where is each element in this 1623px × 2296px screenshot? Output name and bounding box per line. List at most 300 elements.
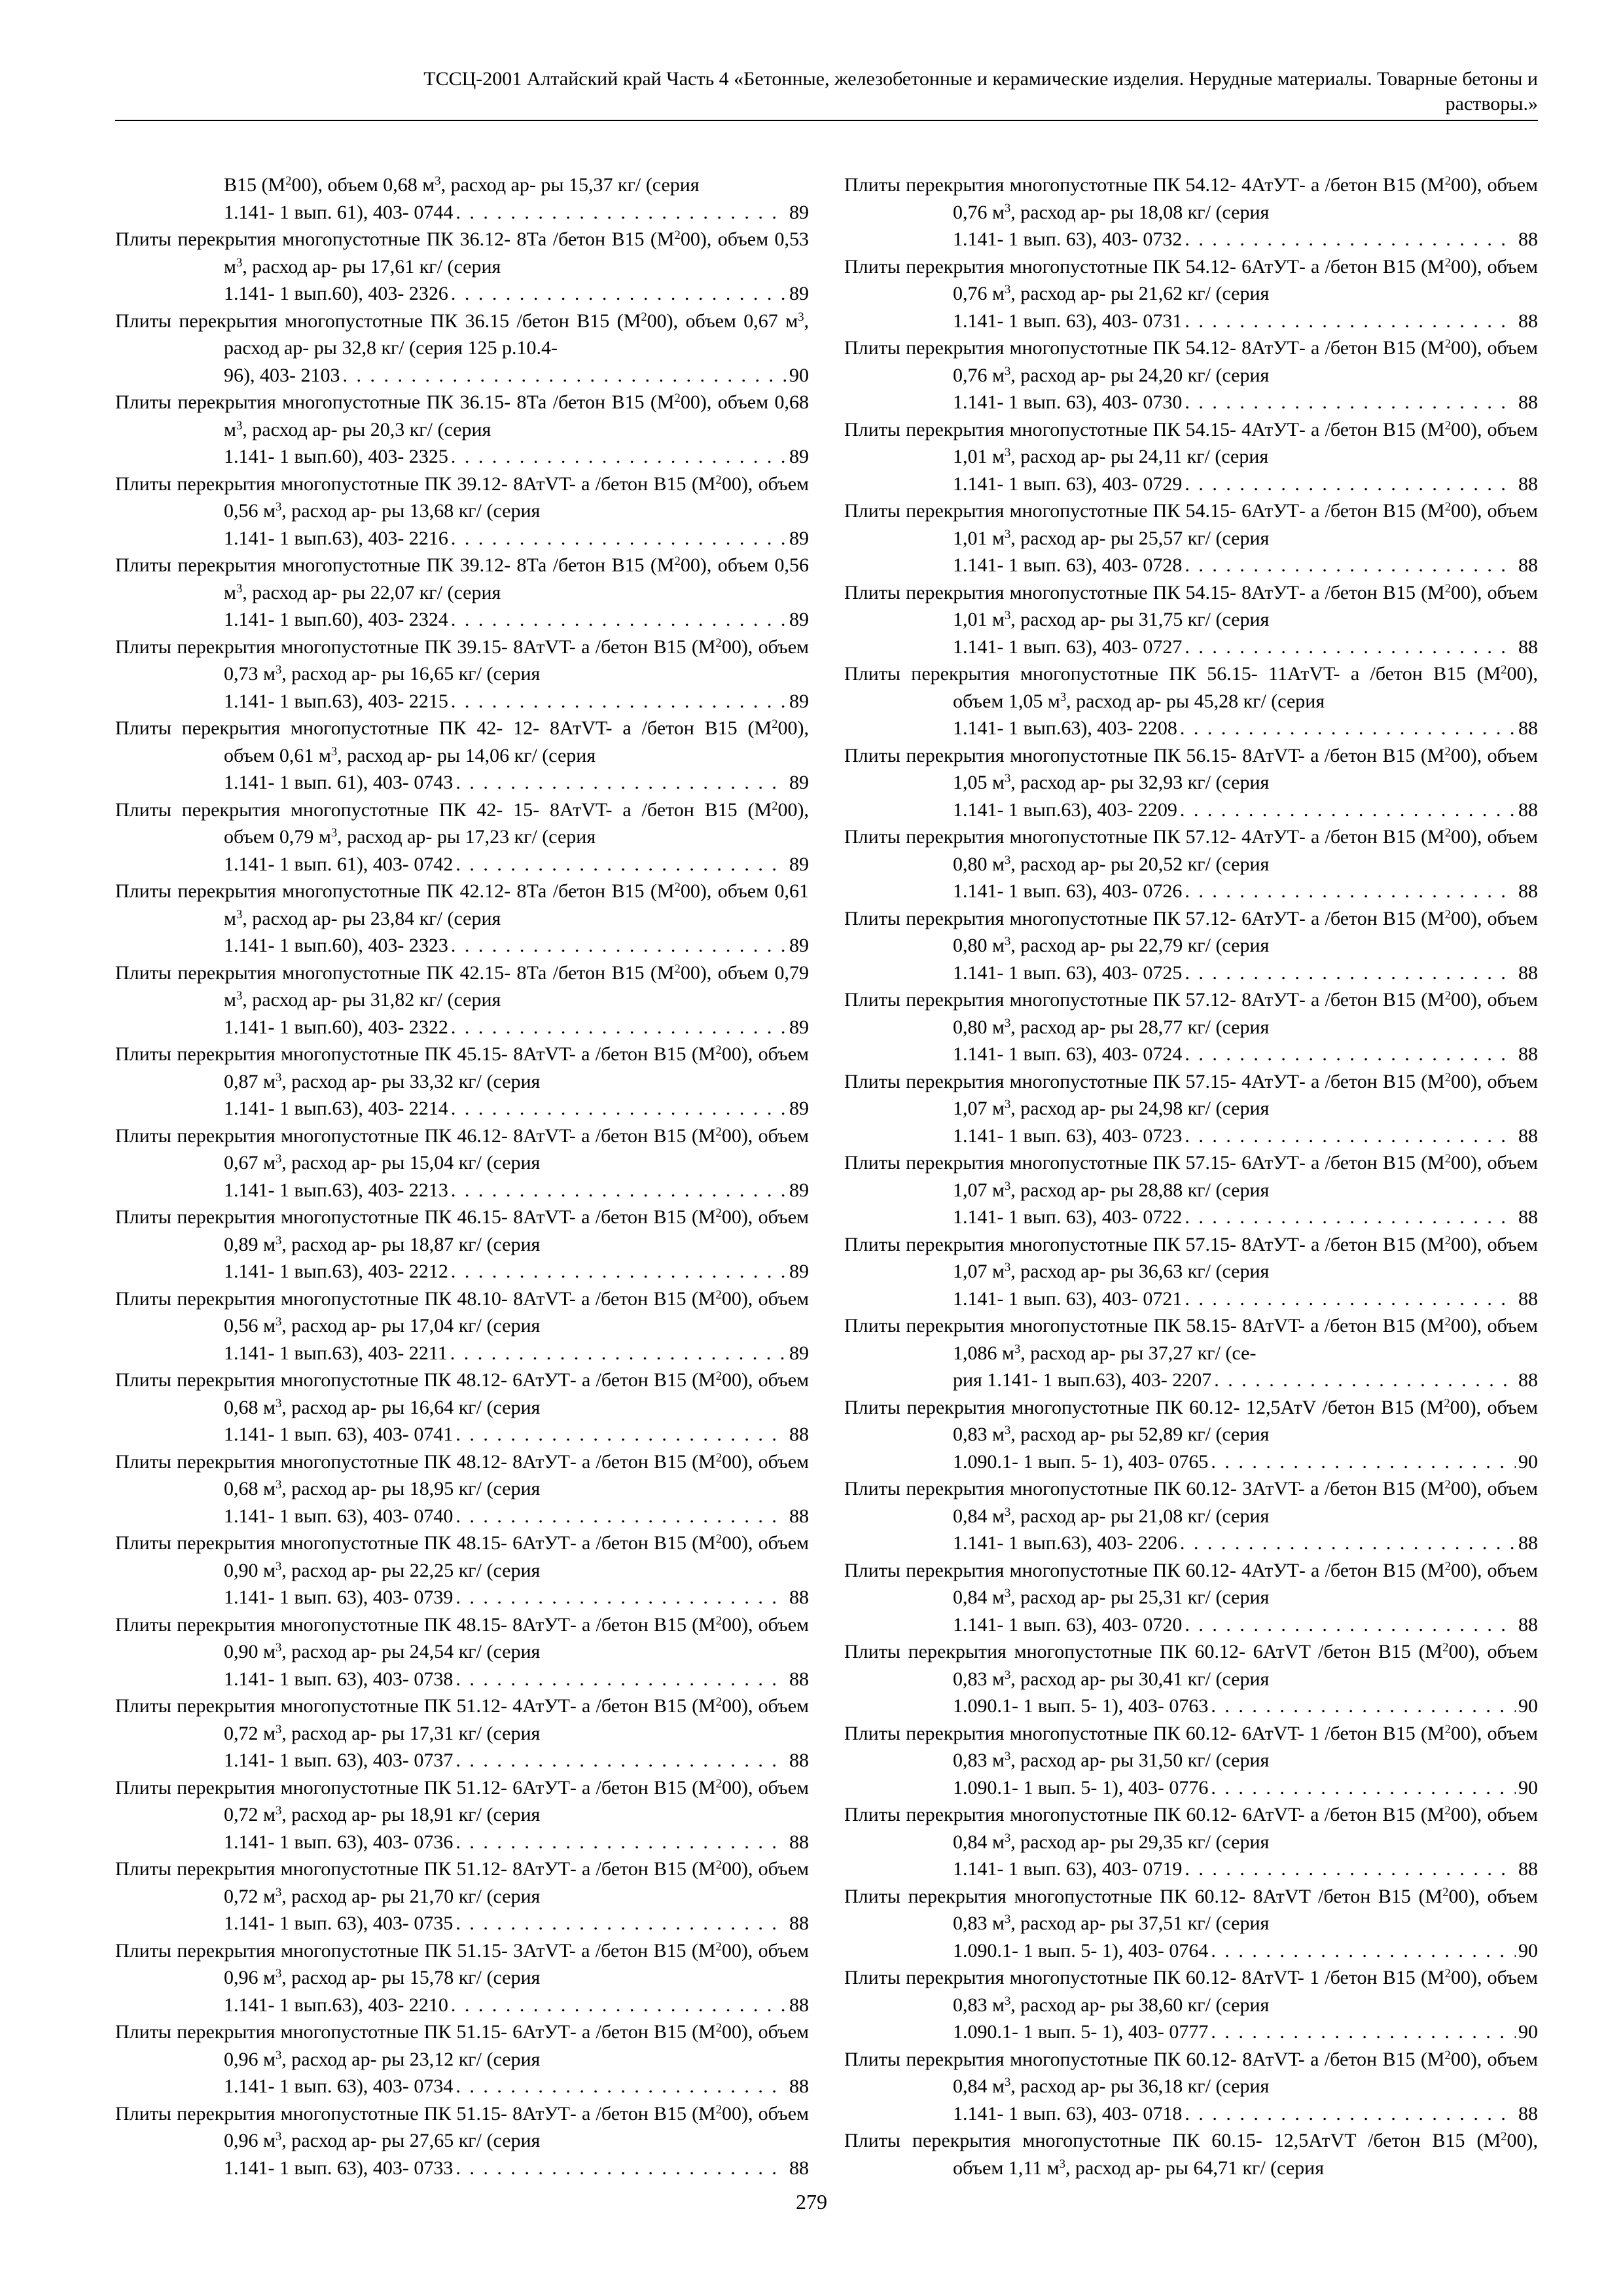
header-divider — [115, 120, 1538, 121]
entry-text: Плиты перекрытия многопустотные ПК 54.15- 4АтУТ- а /бетон В15 $(М^200)$, объем 1,01 $м^3$, расход ар- ры 24,11 кг/ (серия — [844, 418, 1538, 467]
entry-reference: 1.141- 1 вып. 63), 403- 0725 — [953, 961, 1183, 984]
index-entry — [844, 1475, 1538, 1557]
dot-leader — [1185, 960, 1516, 987]
entry-reference: 1.141- 1 вып. 63), 403- 0720 — [953, 1613, 1183, 1636]
entry-text: Плиты перекрытия многопустотные ПК 54.12- 4АтУТ- а /бетон В15 $(М^200)$, объем 0,76 $м^3$, расход ар- ры 18,08 кг/ (серия — [844, 173, 1538, 223]
entry-text: Плиты перекрытия многопустотные ПК 57.15- 4АтУТ- а /бетон В15 $(М^200)$, объем 1,07 $м^3$, расход ар- ры 24,98 кг/ (серия — [844, 1070, 1538, 1119]
entry-last-line — [953, 226, 1538, 253]
entry-text: Плиты перекрытия многопустотные ПК 46.15- 8АтVT- а /бетон В15 $(М^200)$, объем 0,89 $м^3$, расход ар- ры 18,87 кг/ (серия — [115, 1206, 809, 1255]
index-entry — [844, 1720, 1538, 1802]
entry-last-line — [953, 1041, 1538, 1068]
index-entry — [115, 1041, 809, 1122]
entry-last-line — [953, 797, 1538, 824]
index-entry — [844, 1394, 1538, 1476]
entry-last-line — [953, 1611, 1538, 1639]
dot-leader — [1185, 878, 1516, 905]
dot-leader — [455, 2073, 787, 2100]
entry-last-line — [224, 769, 809, 797]
dot-leader — [1185, 1122, 1516, 1150]
entry-last-line — [953, 471, 1538, 498]
index-entry — [844, 742, 1538, 824]
entry-last-line — [224, 199, 809, 226]
entry-text: Плиты перекрытия многопустотные ПК 60.12- 3АтVT- а /бетон В15 $(М^200)$, объем 0,84 $м^3$, расход ар- ры 21,08 кг/ (серия — [844, 1477, 1538, 1527]
index-entry — [844, 1068, 1538, 1150]
entry-last-line — [224, 932, 809, 960]
entry-last-line — [953, 960, 1538, 987]
dot-leader — [451, 1014, 787, 1041]
entry-reference: 1.141- 1 вып. 63), 403- 0722 — [953, 1206, 1183, 1228]
entry-last-line — [953, 634, 1538, 661]
entry-reference: 1.141- 1 вып.63), 403- 2213 — [224, 1179, 448, 1201]
dot-leader — [455, 1584, 787, 1611]
entry-text: Плиты перекрытия многопустотные ПК 60.15- 12,5АтVT /бетон В15 $(М^200)$, объем 1,11 $м^3$, расход ар- ры 64,71 кг/ (серия — [844, 2129, 1538, 2179]
index-entry — [115, 552, 809, 634]
dot-leader — [451, 1095, 787, 1122]
entry-text: Плиты перекрытия многопустотные ПК 57.12- 6АтУТ- а /бетон В15 $(М^200)$, объем 0,80 $м^3$, расход ар- ры 22,79 кг/ (серия — [844, 907, 1538, 956]
entry-reference: 1.141- 1 вып. 61), 403- 0743 — [224, 772, 454, 793]
entry-page-number: 88 — [789, 1831, 809, 1853]
index-entry — [115, 389, 809, 471]
entry-last-line — [224, 2073, 809, 2100]
entry-page-number: 89 — [789, 609, 809, 630]
entry-text: Плиты перекрытия многопустотные ПК 42.15- 8Та /бетон В15 $(М^200)$, объем 0,79 $м^3$, расход ар- ры 31,82 кг/ (серия — [115, 961, 809, 1011]
entry-last-line — [953, 1774, 1538, 1802]
entry-text: В15 $(М^200)$, объем 0,68 $м^3$, расход ар- ры 15,37 кг/ (серия — [224, 173, 700, 196]
entry-reference: 1.141- 1 вып. 63), 403- 0726 — [953, 880, 1183, 902]
index-column-right — [844, 171, 1538, 2181]
entry-page-number: 90 — [1518, 2021, 1538, 2043]
entry-reference: 96), 403- 2103 — [224, 364, 340, 386]
entry-page-number: 88 — [789, 2157, 809, 2179]
entry-page-number: 90 — [1518, 1939, 1538, 1962]
dot-leader — [455, 851, 787, 878]
dot-leader — [1180, 797, 1516, 824]
entry-last-line — [953, 878, 1538, 905]
entry-page-number: 88 — [1518, 1613, 1538, 1636]
entry-last-line — [953, 552, 1538, 579]
entry-text: Плиты перекрытия многопустотные ПК 51.15- 3АтVT- а /бетон В15 $(М^200)$, объем 0,96 $м^3$, расход ар- ры 15,78 кг/ (серия — [115, 1939, 809, 1988]
index-entry — [844, 497, 1538, 579]
entry-last-line — [953, 1204, 1538, 1231]
dot-leader — [1185, 1611, 1516, 1639]
entry-page-number: 88 — [789, 1668, 809, 1690]
dot-leader — [1214, 1367, 1516, 1394]
entry-text: Плиты перекрытия многопустотные ПК 36.15- 8Та /бетон В15 $(М^200)$, объем 0,68 $м^3$, расход ар- ры 20,3 кг/ (серия — [115, 391, 809, 440]
entry-page-number: 88 — [1518, 1043, 1538, 1065]
entry-last-line — [224, 851, 809, 878]
entry-last-line — [224, 1747, 809, 1774]
entry-reference: 1.141- 1 вып.63), 403- 2209 — [953, 798, 1177, 821]
entry-text: Плиты перекрытия многопустотные ПК 48.15- 8АтУТ- а /бетон В15 $(М^200)$, объем 0,90 $м^3$, расход ар- ры 24,54 кг/ (серия — [115, 1613, 809, 1662]
index-entry — [115, 1530, 809, 1611]
dot-leader — [455, 2155, 787, 2182]
entry-last-line — [953, 1937, 1538, 1965]
entry-reference: 1.141- 1 вып. 63), 403- 0738 — [224, 1668, 454, 1690]
entry-page-number: 89 — [789, 446, 809, 467]
entry-text: Плиты перекрытия многопустотные ПК 45.15- 8АтVT- а /бетон В15 $(М^200)$, объем 0,87 $м^3$, расход ар- ры 33,32 кг/ (серия — [115, 1043, 809, 1092]
entry-text: Плиты перекрытия многопустотные ПК 51.12- 6АтУТ- а /бетон В15 $(М^200)$, объем 0,72 $м^3$, расход ар- ры 18,91 кг/ (серия — [115, 1776, 809, 1825]
index-entry — [844, 1801, 1538, 1883]
entry-page-number: 88 — [789, 1505, 809, 1527]
index-entry — [844, 1964, 1538, 2046]
index-entry — [115, 471, 809, 552]
entry-page-number: 90 — [1518, 1450, 1538, 1473]
entry-reference: 1.141- 1 вып. 63), 403- 0732 — [953, 228, 1183, 250]
entry-last-line — [224, 688, 809, 715]
entry-reference: 1.141- 1 вып. 63), 403- 0740 — [224, 1505, 454, 1527]
dot-leader — [455, 1666, 787, 1693]
entry-last-line — [224, 1503, 809, 1530]
entry-last-line — [953, 308, 1538, 335]
entry-text: Плиты перекрытия многопустотные ПК 60.12- 6АтVT /бетон В15 $(М^200)$, объем 0,83 $м^3$, расход ар- ры 30,41 кг/ (серия — [844, 1640, 1538, 1690]
entry-page-number: 89 — [789, 283, 809, 304]
dot-leader — [1185, 389, 1516, 416]
entry-reference: 1.141- 1 вып.60), 403- 2323 — [224, 935, 448, 956]
dot-leader — [1185, 1285, 1516, 1313]
index-entry — [115, 1367, 809, 1448]
entry-text: Плиты перекрытия многопустотные ПК 60.12- 12,5АтV /бетон В15 $(М^200)$, объем 0,83 $м^3$, расход ар- ры 52,89 кг/ (серия — [844, 1396, 1538, 1445]
entry-reference: 1.141- 1 вып.63), 403- 2211 — [224, 1342, 448, 1364]
index-entry — [115, 1611, 809, 1693]
index-entry — [115, 1937, 809, 2019]
entry-text: Плиты перекрытия многопустотные ПК 42- 15- 8АтVT- а /бетон В15 $(М^200)$, объем 0,79 $м^3$, расход ар- ры 17,23 кг/ (серия — [115, 798, 809, 848]
entry-last-line — [953, 1367, 1538, 1394]
dot-leader — [451, 688, 787, 715]
entry-last-line — [224, 1421, 809, 1448]
entry-last-line — [224, 1177, 809, 1204]
dot-leader — [451, 606, 787, 634]
index-entry — [844, 823, 1538, 905]
dot-leader — [451, 1992, 787, 2019]
entry-last-line — [224, 606, 809, 634]
entry-text: Плиты перекрытия многопустотные ПК 60.12- 6АтVT- 1 /бетон В15 $(М^200)$, объем 0,83 $м^3$, расход ар- ры 31,50 кг/ (серия — [844, 1722, 1538, 1771]
entry-text: Плиты перекрытия многопустотные ПК 39.12- 8Та /бетон В15 $(М^200)$, объем 0,56 $м^3$, расход ар- ры 22,07 кг/ (серия — [115, 554, 809, 603]
dot-leader — [455, 1747, 787, 1774]
entry-page-number: 88 — [1518, 717, 1538, 739]
entry-last-line — [224, 1340, 809, 1367]
entry-page-number: 89 — [789, 1261, 809, 1282]
entry-text: Плиты перекрытия многопустотные ПК 60.12- 8АтVT- 1 /бетон В15 $(М^200)$, объем 0,83 $м^3$, расход ар- ры 38,60 кг/ (серия — [844, 1966, 1538, 2016]
dot-leader — [1211, 1937, 1516, 1965]
entry-last-line — [953, 2018, 1538, 2046]
entry-reference: 1.141- 1 вып. 63), 403- 0741 — [224, 1424, 454, 1445]
dot-leader — [455, 199, 787, 226]
entry-reference: 1.141- 1 вып. 63), 403- 0737 — [224, 1749, 454, 1771]
entry-last-line — [224, 1666, 809, 1693]
dot-leader — [1185, 1856, 1516, 1883]
entry-page-number: 88 — [1518, 1858, 1538, 1880]
entry-page-number: 88 — [1518, 798, 1538, 821]
dot-leader — [455, 769, 787, 797]
page-number: 279 — [796, 2190, 827, 2214]
index-entry — [844, 660, 1538, 742]
entry-reference: 1.141- 1 вып. 63), 403- 0733 — [224, 2157, 454, 2179]
entry-reference: 1.141- 1 вып. 63), 403- 0728 — [953, 554, 1183, 576]
dot-leader — [451, 280, 787, 308]
entry-last-line — [953, 1693, 1538, 1720]
entry-page-number: 89 — [789, 201, 809, 223]
dot-leader — [1185, 552, 1516, 579]
index-entry — [844, 1638, 1538, 1720]
dot-leader — [1211, 2018, 1516, 2046]
index-entry — [115, 2018, 809, 2100]
entry-page-number: 88 — [1518, 1206, 1538, 1228]
entry-text: Плиты перекрытия многопустотные ПК 39.12- 8АтVT- а /бетон В15 $(М^200)$, объем 0,56 $м^3$, расход ар- ры 13,68 кг/ (серия — [115, 473, 809, 522]
entry-last-line — [953, 2100, 1538, 2128]
index-entry — [844, 579, 1538, 661]
entry-page-number: 88 — [1518, 961, 1538, 984]
entry-page-number: 88 — [1518, 228, 1538, 250]
entry-text: Плиты перекрытия многопустотные ПК 51.15- 8АтУТ- а /бетон В15 $(М^200)$, объем 0,96 $м^3$, расход ар- ры 27,65 кг/ (серия — [115, 2102, 809, 2151]
index-entry — [115, 960, 809, 1041]
dot-leader — [1185, 2100, 1516, 2128]
entry-reference: 1.141- 1 вып. 63), 403- 0724 — [953, 1043, 1183, 1065]
entry-reference: 1.141- 1 вып. 63), 403- 0734 — [224, 2075, 454, 2097]
entry-text: Плиты перекрытия многопустотные ПК 60.12- 4АтУТ- а /бетон В15 $(М^200)$, объем 0,84 $м^3$, расход ар- ры 25,31 кг/ (серия — [844, 1559, 1538, 1608]
entry-reference: 1.141- 1 вып. 63), 403- 0718 — [953, 2102, 1183, 2125]
entry-page-number: 88 — [1518, 1532, 1538, 1554]
entry-text: Плиты перекрытия многопустотные ПК 60.12- 8АтVT- а /бетон В15 $(М^200)$, объем 0,84 $м^3$, расход ар- ры 36,18 кг/ (серия — [844, 2048, 1538, 2097]
index-entry — [115, 1285, 809, 1367]
index-entry — [115, 634, 809, 715]
index-entry — [115, 1204, 809, 1285]
entry-last-line — [953, 1856, 1538, 1883]
dot-leader — [1185, 1204, 1516, 1231]
entry-reference: 1.141- 1 вып.63), 403- 2206 — [953, 1532, 1177, 1554]
entry-page-number: 88 — [1518, 1124, 1538, 1147]
entry-last-line — [224, 1910, 809, 1937]
entry-page-number: 89 — [789, 1342, 809, 1364]
entry-reference: рия 1.141- 1 вып.63), 403- 2207 — [953, 1369, 1212, 1391]
dot-leader — [1211, 1448, 1516, 1476]
index-column-left — [115, 171, 809, 2181]
entry-reference: 1.141- 1 вып. 63), 403- 0727 — [953, 636, 1183, 658]
entry-text: Плиты перекрытия многопустотные ПК 60.12- 8АтVT /бетон В15 $(М^200)$, объем 0,83 $м^3$, расход ар- ры 37,51 кг/ (серия — [844, 1885, 1538, 1934]
entry-reference: 1.090.1- 1 вып. 5- 1), 403- 0764 — [953, 1939, 1209, 1962]
entry-reference: 1.141- 1 вып.63), 403- 2215 — [224, 690, 448, 712]
index-entry — [844, 1149, 1538, 1231]
index-entry — [115, 1122, 809, 1204]
entry-reference: 1.141- 1 вып. 63), 403- 0719 — [953, 1858, 1183, 1880]
entry-page-number: 88 — [789, 1994, 809, 2016]
index-entry — [844, 2127, 1538, 2181]
entry-page-number: 90 — [1518, 1776, 1538, 1799]
index-entry — [844, 1557, 1538, 1639]
index-entry — [844, 986, 1538, 1068]
entry-reference: 1.141- 1 вып. 61), 403- 0742 — [224, 853, 454, 875]
entry-reference: 1.090.1- 1 вып. 5- 1), 403- 0763 — [953, 1695, 1209, 1717]
entry-page-number: 88 — [1518, 1369, 1538, 1391]
entry-text: Плиты перекрытия многопустотные ПК 46.12- 8АтVT- а /бетон В15 $(М^200)$, объем 0,67 $м^3$, расход ар- ры 15,04 кг/ (серия — [115, 1124, 809, 1174]
entry-text: Плиты перекрытия многопустотные ПК 54.15- 6АтУТ- а /бетон В15 $(М^200)$, объем 1,01 $м^3$, расход ар- ры 25,57 кг/ (серия — [844, 499, 1538, 549]
entry-last-line — [953, 1448, 1538, 1476]
entry-last-line — [953, 1530, 1538, 1557]
entry-text: Плиты перекрытия многопустотные ПК 56.15- 8АтVT- а /бетон В15 $(М^200)$, объем 1,05 $м^3$, расход ар- ры 32,93 кг/ (серия — [844, 744, 1538, 793]
entry-page-number: 90 — [789, 364, 809, 386]
entry-page-number: 88 — [1518, 473, 1538, 495]
entry-reference: 1.141- 1 вып.60), 403- 2324 — [224, 609, 448, 630]
index-entry — [115, 1693, 809, 1774]
index-entry — [115, 1448, 809, 1530]
header-title-line2: растворы.» — [1445, 93, 1538, 115]
index-entry — [844, 171, 1538, 253]
entry-page-number: 88 — [789, 1587, 809, 1608]
entry-text: Плиты перекрытия многопустотные ПК 54.12- 8АтУТ- а /бетон В15 $(М^200)$, объем 0,76 $м^3$, расход ар- ры 24,20 кг/ (серия — [844, 336, 1538, 386]
entry-page-number: 88 — [789, 1749, 809, 1771]
entry-reference: 1.141- 1 вып. 63), 403- 0721 — [953, 1287, 1183, 1310]
dot-leader — [1185, 308, 1516, 335]
index-entry — [115, 2100, 809, 2182]
index-entry — [844, 253, 1538, 335]
dot-leader — [455, 1421, 787, 1448]
index-entry — [115, 715, 809, 797]
entry-reference: 1.141- 1 вып. 63), 403- 0731 — [953, 310, 1183, 332]
entry-reference: 1.141- 1 вып. 63), 403- 0729 — [953, 473, 1183, 495]
entry-page-number: 89 — [789, 772, 809, 793]
entry-page-number: 89 — [789, 1179, 809, 1201]
index-entry — [844, 416, 1538, 498]
entry-page-number: 88 — [1518, 554, 1538, 576]
entry-text: Плиты перекрытия многопустотные ПК 60.12- 6АтVT- а /бетон В15 $(М^200)$, объем 0,84 $м^3$, расход ар- ры 29,35 кг/ (серия — [844, 1803, 1538, 1853]
index-entry — [115, 308, 809, 389]
entry-text: Плиты перекрытия многопустотные ПК 48.12- 6АтУТ- а /бетон В15 $(М^200)$, объем 0,68 $м^3$, расход ар- ры 16,64 кг/ (серия — [115, 1369, 809, 1418]
entry-page-number: 88 — [789, 2075, 809, 2097]
entry-page-number: 88 — [1518, 636, 1538, 658]
entry-reference: 1.141- 1 вып. 63), 403- 0723 — [953, 1124, 1183, 1147]
entry-page-number: 88 — [1518, 880, 1538, 902]
entry-text: Плиты перекрытия многопустотные ПК 36.12- 8Та /бетон В15 $(М^200)$, объем 0,53 $м^3$, расход ар- ры 17,61 кг/ (серия — [115, 228, 809, 278]
entry-reference: 1.141- 1 вып. 63), 403- 0736 — [224, 1831, 454, 1853]
entry-reference: 1.141- 1 вып. 61), 403- 0744 — [224, 201, 454, 223]
entry-last-line — [224, 1258, 809, 1285]
entry-page-number: 88 — [789, 1424, 809, 1445]
dot-leader — [455, 1910, 787, 1937]
entry-reference: 1.141- 1 вып.60), 403- 2326 — [224, 283, 448, 304]
dot-leader — [451, 443, 787, 471]
entry-text: Плиты перекрытия многопустотные ПК 57.15- 6АтУТ- а /бетон В15 $(М^200)$, объем 1,07 $м^3$, расход ар- ры 28,88 кг/ (серия — [844, 1151, 1538, 1201]
index-entry — [115, 878, 809, 960]
entry-last-line — [224, 1014, 809, 1041]
entry-reference: 1.141- 1 вып.60), 403- 2325 — [224, 446, 448, 467]
dot-leader — [451, 525, 787, 552]
entry-page-number: 88 — [1518, 391, 1538, 413]
index-entry — [115, 1774, 809, 1856]
entry-reference: 1.141- 1 вып. 63), 403- 0735 — [224, 1912, 454, 1934]
dot-leader — [1180, 1530, 1516, 1557]
entry-page-number: 88 — [1518, 1287, 1538, 1310]
entry-text: Плиты перекрытия многопустотные ПК 57.12- 4АтУТ- а /бетон В15 $(М^200)$, объем 0,80 $м^3$, расход ар- ры 20,52 кг/ (серия — [844, 825, 1538, 875]
index-entry — [844, 905, 1538, 987]
dot-leader — [1185, 226, 1516, 253]
entry-page-number: 88 — [789, 1912, 809, 1934]
entry-page-number: 89 — [789, 1098, 809, 1119]
index-entry — [115, 171, 809, 226]
dot-leader — [451, 1177, 787, 1204]
entry-text: Плиты перекрытия многопустотные ПК 36.15 /бетон В15 $(М^200)$, объем 0,67 $м^3$, расход ар- ры 32,8 кг/ (серия 125 р.10.4- — [115, 310, 809, 359]
entry-text: Плиты перекрытия многопустотные ПК 39.15- 8АтVT- а /бетон В15 $(М^200)$, объем 0,73 $м^3$, расход ар- ры 16,65 кг/ (серия — [115, 636, 809, 685]
entry-page-number: 89 — [789, 690, 809, 712]
entry-text: Плиты перекрытия многопустотные ПК 56.15- 11АтVT- а /бетон В15 $(М^200)$, объем 1,05 $м^3$, расход ар- ры 45,28 кг/ (серия — [844, 662, 1538, 712]
dot-leader — [451, 932, 787, 960]
index-entry — [115, 226, 809, 308]
dot-leader — [455, 1503, 787, 1530]
entry-reference: 1.090.1- 1 вып. 5- 1), 403- 0776 — [953, 1776, 1209, 1799]
entry-page-number: 89 — [789, 1016, 809, 1038]
index-entry — [844, 1883, 1538, 1965]
entry-page-number: 89 — [789, 527, 809, 549]
entry-reference: 1.090.1- 1 вып. 5- 1), 403- 0777 — [953, 2021, 1209, 2043]
entry-text: Плиты перекрытия многопустотные ПК 58.15- 8АтVT- а /бетон В15 $(М^200)$, объем 1,086 $м^3$, расход ар- ры 37,27 кг/ (се- — [844, 1314, 1538, 1364]
dot-leader — [450, 1340, 787, 1367]
entry-text: Плиты перекрытия многопустотные ПК 51.15- 6АтУТ- а /бетон В15 $(М^200)$, объем 0,96 $м^3$, расход ар- ры 23,12 кг/ (серия — [115, 2020, 809, 2070]
entry-last-line — [224, 1829, 809, 1856]
dot-leader — [1180, 715, 1516, 742]
page-header — [115, 67, 1538, 117]
entry-last-line — [953, 1285, 1538, 1313]
entry-page-number: 89 — [789, 935, 809, 956]
entry-page-number: 88 — [1518, 2102, 1538, 2125]
entry-reference: 1.141- 1 вып.63), 403- 2214 — [224, 1098, 448, 1119]
entry-text: Плиты перекрытия многопустотные ПК 42- 12- 8АтVT- а /бетон В15 $(М^200)$, объем 0,61 $м^3$, расход ар- ры 14,06 кг/ (серия — [115, 717, 809, 766]
entry-text: Плиты перекрытия многопустотные ПК 54.15- 8АтУТ- а /бетон В15 $(М^200)$, объем 1,01 $м^3$, расход ар- ры 31,75 кг/ (серия — [844, 581, 1538, 630]
entry-last-line — [224, 362, 809, 389]
entry-last-line — [224, 443, 809, 471]
dot-leader — [1211, 1774, 1516, 1802]
entry-last-line — [224, 280, 809, 308]
dot-leader — [455, 1829, 787, 1856]
entry-last-line — [224, 2155, 809, 2182]
entry-last-line — [953, 1122, 1538, 1150]
entry-text: Плиты перекрытия многопустотные ПК 57.12- 8АтУТ- а /бетон В15 $(М^200)$, объем 0,80 $м^3$, расход ар- ры 28,77 кг/ (серия — [844, 988, 1538, 1038]
index-entry — [844, 1231, 1538, 1313]
entry-last-line — [953, 715, 1538, 742]
dot-leader — [1211, 1693, 1516, 1720]
dot-leader — [1185, 634, 1516, 661]
entry-reference: 1.141- 1 вып.63), 403- 2208 — [953, 717, 1177, 739]
header-title-line1: ТССЦ-2001 Алтайский край Часть 4 «Бетонные, железобетонные и керамические изделия. Нерудные материалы. Товарные бетоны и — [423, 68, 1538, 90]
index-entry — [115, 1856, 809, 1937]
dot-leader — [1185, 471, 1516, 498]
entry-last-line — [953, 389, 1538, 416]
entry-last-line — [224, 525, 809, 552]
entry-last-line — [224, 1095, 809, 1122]
entry-text: Плиты перекрытия многопустотные ПК 51.12- 8АтУТ- а /бетон В15 $(М^200)$, объем 0,72 $м^3$, расход ар- ры 21,70 кг/ (серия — [115, 1857, 809, 1907]
entry-reference: 1.090.1- 1 вып. 5- 1), 403- 0765 — [953, 1450, 1209, 1473]
entry-text: Плиты перекрытия многопустотные ПК 48.10- 8АтVT- а /бетон В15 $(М^200)$, объем 0,56 $м^3$, расход ар- ры 17,04 кг/ (серия — [115, 1287, 809, 1336]
entry-last-line — [224, 1584, 809, 1611]
entry-text: Плиты перекрытия многопустотные ПК 54.12- 6АтУТ- а /бетон В15 $(М^200)$, объем 0,76 $м^3$, расход ар- ры 21,62 кг/ (серия — [844, 255, 1538, 304]
entry-reference: 1.141- 1 вып.63), 403- 2212 — [224, 1261, 448, 1282]
entry-reference: 1.141- 1 вып. 63), 403- 0730 — [953, 391, 1183, 413]
dot-leader — [451, 1258, 787, 1285]
entry-text: Плиты перекрытия многопустотные ПК 48.15- 6АтУТ- а /бетон В15 $(М^200)$, объем 0,90 $м^3$, расход ар- ры 22,25 кг/ (серия — [115, 1532, 809, 1581]
entry-last-line — [224, 1992, 809, 2019]
entry-page-number: 88 — [1518, 310, 1538, 332]
index-entry — [115, 797, 809, 878]
entry-reference: 1.141- 1 вып.60), 403- 2322 — [224, 1016, 448, 1038]
entry-reference: 1.141- 1 вып.63), 403- 2216 — [224, 527, 448, 549]
entry-text: Плиты перекрытия многопустотные ПК 48.12- 8АтУТ- а /бетон В15 $(М^200)$, объем 0,68 $м^3$, расход ар- ры 18,95 кг/ (серия — [115, 1450, 809, 1499]
entry-reference: 1.141- 1 вып.63), 403- 2210 — [224, 1994, 448, 2016]
index-entry — [844, 2046, 1538, 2128]
entry-text: Плиты перекрытия многопустотные ПК 57.15- 8АтУТ- а /бетон В15 $(М^200)$, объем 1,07 $м^3$, расход ар- ры 36,63 кг/ (серия — [844, 1233, 1538, 1282]
entry-text: Плиты перекрытия многопустотные ПК 51.12- 4АтУТ- а /бетон В15 $(М^200)$, объем 0,72 $м^3$, расход ар- ры 17,31 кг/ (серия — [115, 1695, 809, 1744]
entry-reference: 1.141- 1 вып. 63), 403- 0739 — [224, 1587, 454, 1608]
entry-text: Плиты перекрытия многопустотные ПК 42.12- 8Та /бетон В15 $(М^200)$, объем 0,61 $м^3$, расход ар- ры 23,84 кг/ (серия — [115, 880, 809, 929]
dot-leader — [1185, 1041, 1516, 1068]
entry-page-number: 89 — [789, 853, 809, 875]
index-entry — [844, 1312, 1538, 1394]
